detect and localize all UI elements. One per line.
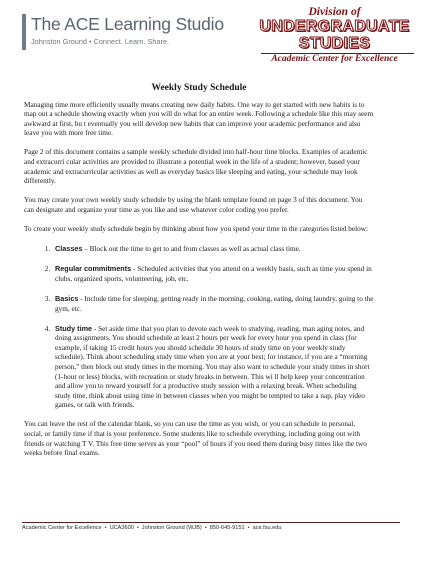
- paragraph-categories: To create your weekly study schedule begin by thinking about how you spend your time in the categories listed below:: [24, 225, 368, 234]
- footer-separator: •: [136, 525, 139, 531]
- undergraduate-studies-logo: [247, 6, 422, 64]
- list-item-text: - Set aside time that you plan to devote each week to studying, reading, man aging notes, and doing assignments. You should schedule at least 2 hours per week for every hour you spend in class (for example, if taking 15 credit hours you should schedule 30 hours of study time on your weekly study schedule). Think about scheduling study time when you are at your best; for instance, if you are a “morning person,” then block out study times in the morning. You may also want to schedule your study times in short (1-hour or less) blocks, with recreation or study breaks in between. This wi ll help keep your concentration and allow you to reward yourself for a productive study session with a relaxing break. When scheduling study time, think about using time in between classes when you might be tempted to take a nap, play video games, or talk with friends.: [55, 324, 370, 410]
- list-item: [52, 294, 374, 314]
- footer-phone: 850-645-9151: [209, 525, 245, 531]
- logo-title: The ACE Learning Studio: [31, 14, 224, 34]
- list-item-text: - Include time for sleeping, getting ready in the morning, cooking, eating, doing laundry, going to the gym, etc.: [55, 294, 374, 313]
- list-item-term: Basics: [55, 293, 79, 303]
- paragraph-closing: You can leave the rest of the calendar blank, so you can use the time as you wish, or you can schedule in personal, social, or family time if that is your preference. Some students like to schedule everything, including going out with friends or watching T V. This free time serves as your “pool” of hours if you need them during busy times like the two weeks before final exams.: [24, 420, 367, 458]
- document-body: [24, 84, 374, 468]
- paragraph-page2: Page 2 of this document contains a sample weekly schedule divided into half-hour time blocks. Examples of academic and extracurri cular activities are provided to illustrate a potential week in the life of a student; however, based your academic and extracurricular activities as well as everyday basics like sleeping and eating, your schedule may look differently.: [24, 148, 368, 186]
- list-item: [52, 244, 374, 255]
- logo-undergrad-text: UNDERGRADUATE STUDIES: [259, 18, 410, 52]
- list-item-term: Study time: [55, 323, 93, 333]
- footer-separator: •: [204, 525, 207, 531]
- document-title: Weekly Study Schedule: [151, 83, 247, 93]
- footer-rule: [22, 522, 400, 523]
- list-item: [52, 264, 374, 284]
- footer-building: Johnston Ground (WJB): [141, 525, 202, 531]
- page-footer: [22, 522, 400, 531]
- footer-text: [22, 525, 400, 531]
- list-item-term: Regular commitments: [55, 264, 132, 274]
- logo-subtitle: Johnston Ground • Connect. Learn. Share.: [31, 37, 170, 46]
- ace-learning-studio-logo: [22, 14, 224, 50]
- list-item-text: - Scheduled activities that you attend on a weekly basis, such as time you spend in clubs, organized sports, volunteering, job, etc.: [55, 265, 372, 283]
- footer-room: UCA3600: [109, 525, 134, 531]
- footer-website: ace.fsu.edu: [252, 525, 282, 531]
- category-list: [24, 244, 374, 411]
- paragraph-intro: Managing time more efficiently usually means creating new daily habits. One way to get started with new habits is to map out a schedule showing exactly when you will do what for an entire week. Following a schedule like this may seem awkward at first, bu t eventually you will develop new habits that can improve your academic performance and also leave you with more free time.: [24, 100, 374, 138]
- logo-accent-bar: [22, 14, 26, 50]
- page-header: [0, 0, 440, 64]
- paragraph-template: You may create your own weekly study schedule by using the blank template found on page 3 of this document. You can designate and organize your time as you like and use whatever color coding you prefer.: [24, 196, 363, 214]
- list-item: [52, 324, 374, 411]
- list-item-term: Classes: [55, 244, 83, 254]
- footer-separator: •: [247, 525, 250, 531]
- footer-center-name: Academic Center for Excellence: [22, 525, 102, 531]
- list-item-text: – Block out the time to get to and from classes as well as actual class time.: [82, 245, 301, 254]
- logo-division-text: Division of: [308, 6, 361, 18]
- footer-separator: •: [104, 525, 107, 531]
- logo-ace-text: Academic Center for Excellence: [271, 54, 398, 64]
